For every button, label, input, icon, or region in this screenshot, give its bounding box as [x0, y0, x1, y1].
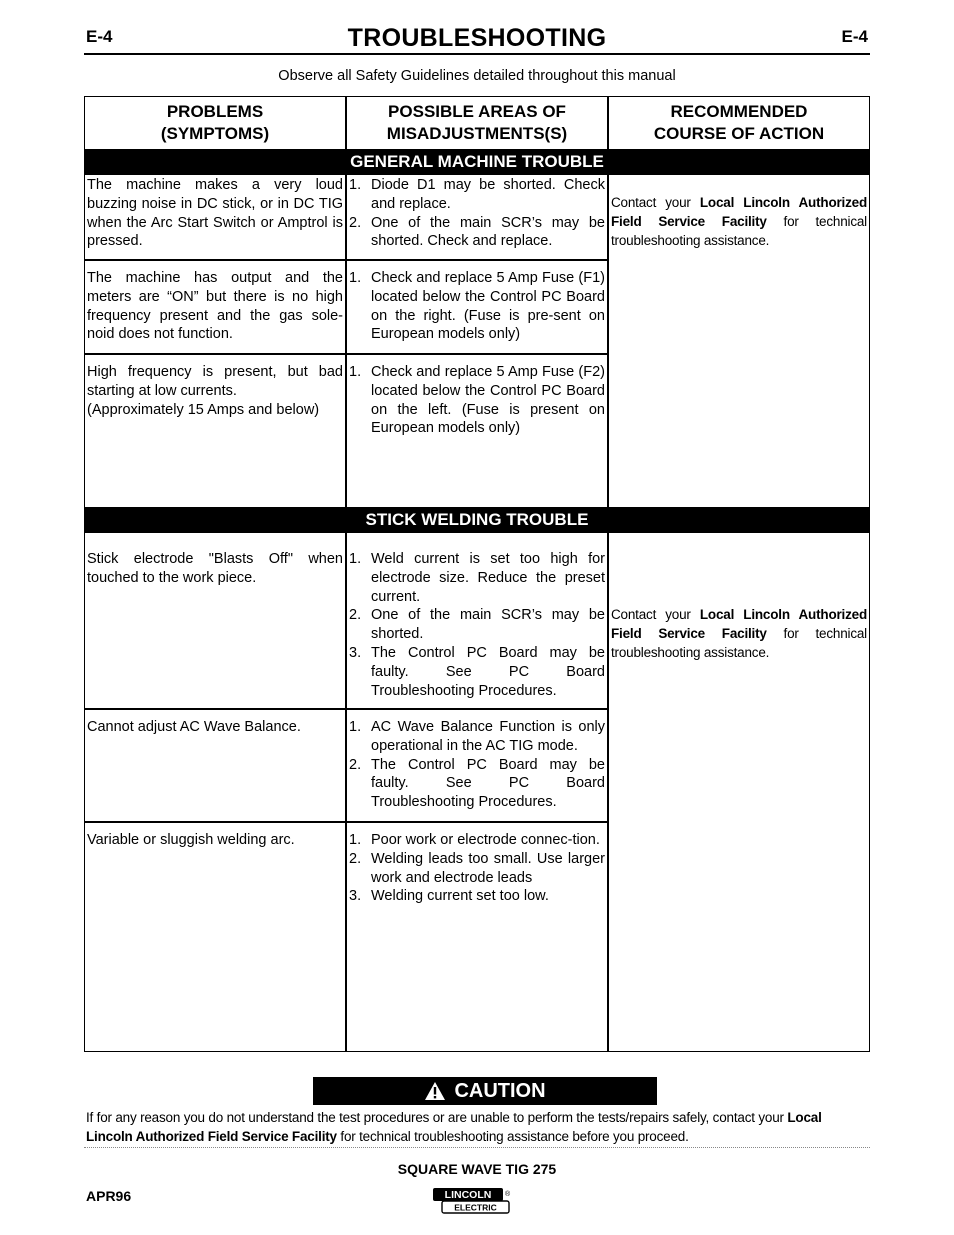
action-text: Contact your: [611, 195, 700, 210]
areas-cell: [349, 269, 605, 344]
area-item-text: Weld current is set too high for electrode size. Reduce the preset current.: [371, 551, 605, 605]
troubleshooting-table: [84, 96, 870, 1052]
area-item: 1. AC Wave Balance Function is only operational in the AC TIG mode.: [349, 719, 605, 754]
area-item-text: Check and replace 5 Amp Fuse (F1) located below the Control PC Board on the right. (Fuse is pre-sent on European models only): [371, 270, 605, 343]
action-text: Contact your: [611, 607, 700, 622]
section-band-stick: STICK WELDING TROUBLE: [85, 507, 869, 533]
areas-cell: [349, 718, 605, 812]
areas-cell: [349, 363, 605, 438]
action-text: for technical troubleshooting assistance.: [611, 214, 867, 248]
caution-label: CAUTION: [454, 1079, 546, 1102]
problem-cell: Stick electrode "Blasts Off" when touched to the work piece.: [87, 551, 343, 586]
header-problems-line2: (SYMPTOMS): [160, 124, 270, 143]
area-item: 1. Poor work or electrode connec-tion.: [349, 832, 600, 848]
model-name: SQUARE WAVE TIG 275: [397, 1161, 557, 1177]
header-areas-line1: POSSIBLE AREAS OF: [388, 102, 566, 121]
caution-text-bold: Local Lincoln Authorized Field Service Facility: [86, 1110, 822, 1144]
row-divider: [85, 821, 607, 823]
action-text: for technical troubleshooting assistance.: [611, 626, 867, 660]
action-cell-stick: [611, 605, 867, 662]
caution-text-part: for technical troubleshooting assistance before you proceed.: [336, 1128, 689, 1144]
problem-cell: [87, 363, 343, 419]
areas-cell: [349, 831, 605, 906]
area-item-text: One of the main SCR’s may be shorted. Check and replace.: [371, 214, 605, 250]
header-areas-line2: MISADJUSTMENTS(S): [386, 124, 568, 143]
problem-text: High frequency is present, but bad starting at low currents.: [87, 364, 343, 399]
problem-cell: The machine has output and the meters are “ON” but there is no high frequency present and the gas sole-noid does not function.: [87, 270, 343, 343]
row-divider: [85, 353, 607, 355]
area-item: 2. The Control PC Board may be faulty. See PC Board Troubleshooting Procedures.: [349, 756, 605, 811]
area-item-text: Diode D1 may be shorted. Check and replace.: [371, 177, 605, 212]
area-item-text: Welding current set too low.: [371, 888, 549, 905]
area-item: 1. Check and replace 5 Amp Fuse (F1) located below the Control PC Board on the right. (Fuse is pre-sent on European models only): [349, 270, 605, 343]
page-title: TROUBLESHOOTING: [347, 24, 607, 52]
caution-text-part: If for any reason you do not understand the test procedures or are unable to perform the tests/repairs safely, contact your: [86, 1110, 788, 1125]
area-item: 2. One of the main SCR’s may be shorted.: [349, 607, 605, 643]
area-item-text: Poor work or electrode connec-tion.: [371, 832, 600, 848]
problem-text: (Approximately 15 Amps and below): [87, 401, 320, 418]
header-problems: [85, 97, 345, 149]
area-item: 1. Check and replace 5 Amp Fuse (F2) located below the Control PC Board on the left. (Fuse is present on European models only): [349, 364, 605, 437]
area-item: 3. Welding current set too low.: [349, 888, 549, 905]
date-code: APR96: [86, 1188, 132, 1204]
page-code-right: E-4: [841, 27, 868, 46]
area-item-text: Welding leads too small. Use larger work and electrode leads: [371, 850, 605, 886]
row-divider: [85, 708, 607, 710]
area-item-text: One of the main SCR’s may be shorted.: [371, 607, 605, 643]
action-cell-general: [611, 193, 867, 250]
title-divider: [84, 53, 870, 55]
row-divider: [85, 259, 607, 261]
header-action-line1: RECOMMENDED: [670, 102, 808, 121]
header-problems-line1: PROBLEMS: [166, 102, 264, 121]
safety-note: Observe all Safety Guidelines detailed throughout this manual: [278, 68, 676, 84]
action-text-bold: Local Lincoln Authorized Field Service Facility: [611, 195, 867, 229]
area-item: 1. Weld current is set too high for electrode size. Reduce the preset current.: [349, 551, 605, 605]
areas-cell: [349, 176, 605, 251]
area-item: 3. The Control PC Board may be faulty. See PC Board Troubleshooting Procedures.: [349, 644, 605, 699]
caution-text: [86, 1109, 870, 1146]
lincoln-electric-logo: [432, 1187, 512, 1215]
action-text-bold: Local Lincoln Authorized Field Service Facility: [611, 607, 867, 641]
logo-text-top: LINCOLN: [444, 1189, 492, 1201]
area-item: 1. Diode D1 may be shorted. Check and replace.: [349, 177, 605, 212]
warning-triangle-icon: [424, 1081, 446, 1101]
problem-cell: Cannot adjust AC Wave Balance.: [87, 719, 301, 735]
header-action: [609, 97, 869, 149]
area-item-text: AC Wave Balance Function is only operational in the AC TIG mode.: [371, 719, 605, 754]
areas-cell: [349, 550, 605, 700]
area-item-text: The Control PC Board may be faulty. See PC Board Troubleshooting Procedures.: [371, 756, 605, 811]
logo-mark: ®: [505, 1191, 511, 1198]
area-item-text: The Control PC Board may be faulty. See PC Board Troubleshooting Procedures.: [371, 644, 605, 699]
column-divider: [345, 97, 347, 1051]
column-divider: [607, 97, 609, 1051]
logo-text-bottom: ELECTRIC: [454, 1202, 497, 1213]
problem-cell: The machine makes a very loud buzzing noise in DC stick, or in DC TIG when the Arc Start Switch or Amptrol is pressed.: [87, 177, 343, 250]
caution-banner: [313, 1077, 657, 1105]
footer-divider: [84, 1147, 870, 1148]
area-item: 2. One of the main SCR’s may be shorted. Check and replace.: [349, 214, 605, 250]
section-band-general: GENERAL MACHINE TROUBLE: [85, 149, 869, 175]
area-item-text: Check and replace 5 Amp Fuse (F2) located below the Control PC Board on the left. (Fuse is present on European models only): [371, 364, 605, 437]
problem-cell: Variable or sluggish welding arc.: [87, 832, 295, 848]
header-action-line2: COURSE OF ACTION: [653, 124, 825, 143]
area-item: 2. Welding leads too small. Use larger work and electrode leads: [349, 850, 605, 886]
page-code-left: E-4: [86, 27, 113, 46]
header-areas: [347, 97, 607, 149]
